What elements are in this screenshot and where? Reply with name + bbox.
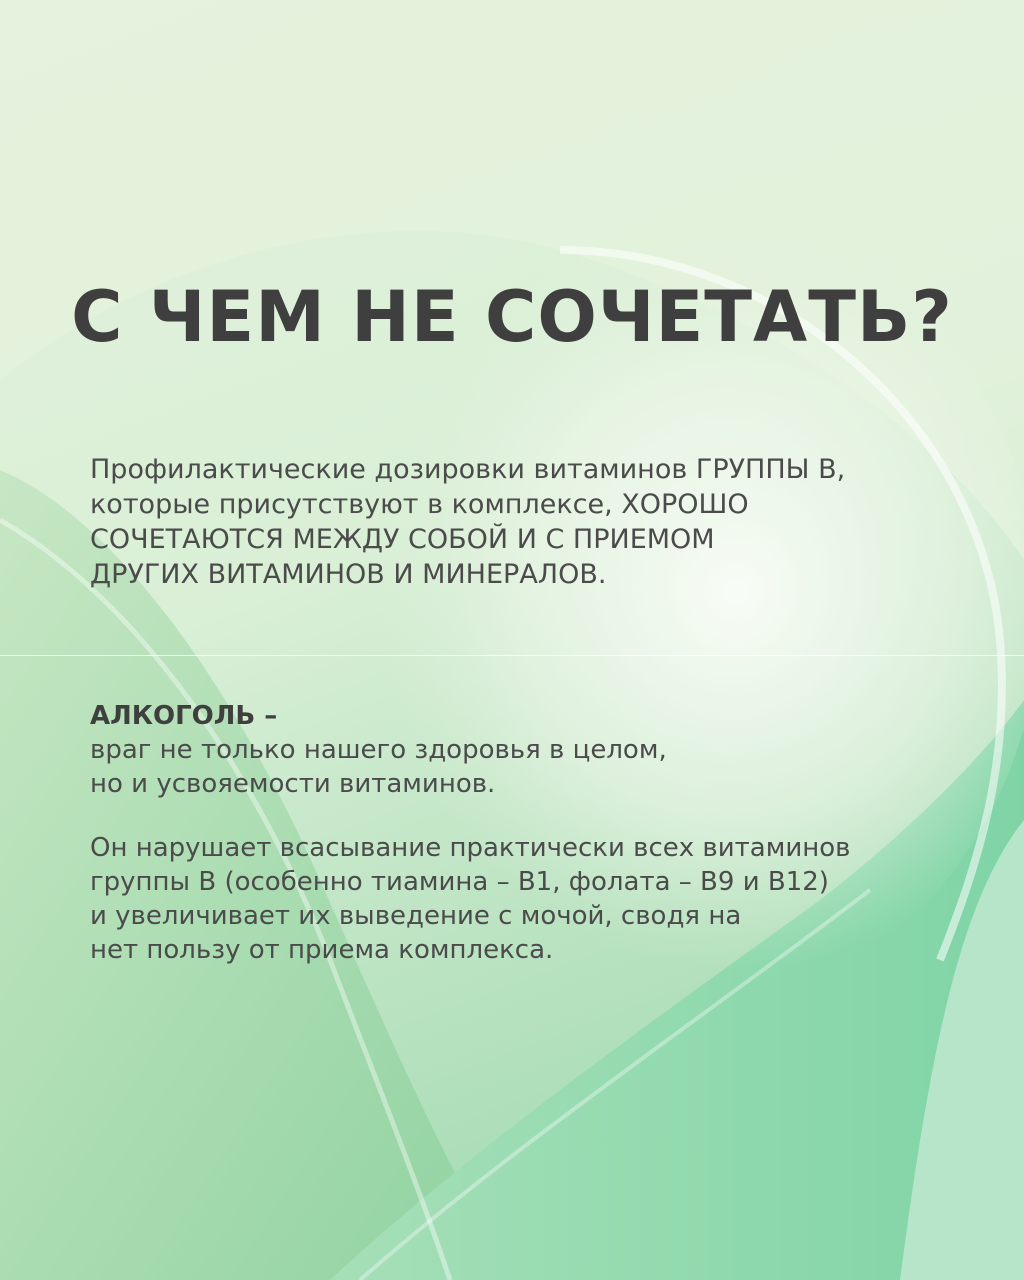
intro-paragraph: Профилактические дозировки витаминов ГРУППЫ В, которые присутствуют в комплексе, ХОРОШО СОЧЕТАЮТСЯ МЕЖДУ СОБОЙ И С ПРИЕМОМ ДРУГИХ ВИТАМИНОВ И МИНЕРАЛОВ.	[90, 454, 846, 590]
alcohol-heading: АЛКОГОЛЬ –	[90, 701, 278, 731]
detail-paragraph: Он нарушает всасывание практически всех витаминов группы В (особенно тиамина – В1, фолата – В9 и В12) и увеличивает их выведение с мочой, сводя на нет пользу от приема комплекса.	[90, 833, 851, 965]
alcohol-paragraph: враг не только нашего здоровья в целом, но и усвояемости витаминов.	[90, 735, 667, 799]
section-divider	[0, 655, 1024, 656]
slide-title: С ЧЕМ НЕ СОЧЕТАТЬ?	[71, 276, 953, 358]
